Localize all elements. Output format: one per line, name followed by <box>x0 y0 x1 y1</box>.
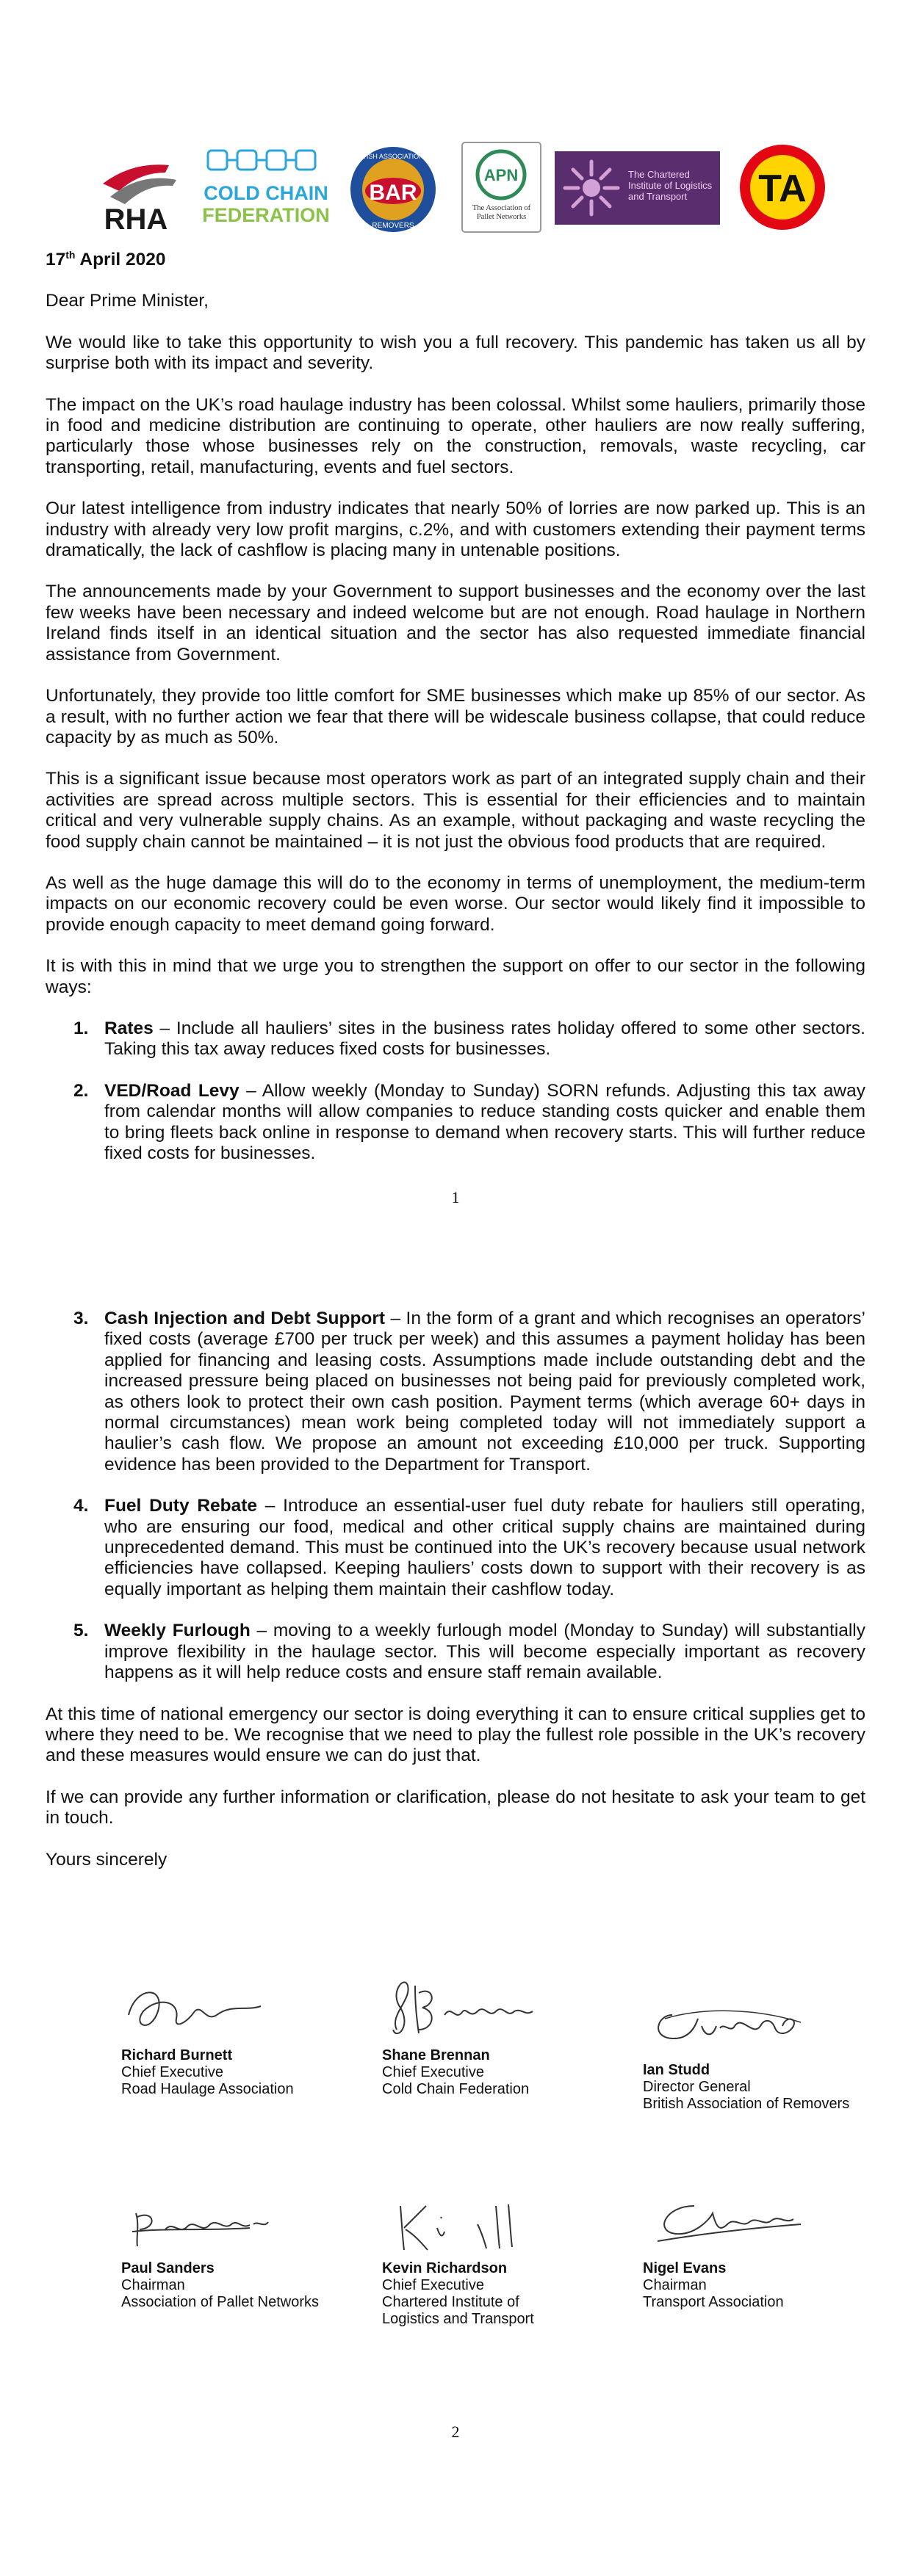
signatory-block <box>643 2184 885 2311</box>
signatory-organisation: Cold Chain Federation <box>382 2081 530 2097</box>
ask-number: 5. <box>73 1621 89 1641</box>
bar-logo <box>338 140 448 235</box>
ask-item <box>46 1621 865 1683</box>
signatory-title: Chief Executive <box>121 2064 223 2080</box>
paragraph: This is a significant issue because most operators work as part of an integrated supply chain and their activities are spread across multiple sectors. This is essential for their efficiencies and to maintain critical and very vulnerable supply chains. As an example, without packaging and waste recycling the food supply chain cannot be maintained – it is not just the obvious food products that are required. <box>46 769 865 852</box>
signatory-block <box>643 1986 885 2113</box>
paragraph: The impact on the UK’s road haulage industry has been colossal. Whilst some hauliers, primarily those in food and medicine distribution are continuing to operate, other hauliers are now really suffering, particularly those whose businesses rely on the construction, removals, waste recycling, car transporting, retail, manufacturing, events and fuel sectors. <box>46 394 865 477</box>
cilt-logo <box>555 140 720 235</box>
signatory-block <box>121 1971 364 2098</box>
signatory-organisation: British Association of Removers <box>643 2096 850 2112</box>
signatory-organisation-line2: Logistics and Transport <box>382 2311 534 2327</box>
ask-title: Rates <box>104 1018 154 1038</box>
letter-body-page-2 <box>46 1309 865 1891</box>
ask-number: 2. <box>73 1080 89 1101</box>
signatory-title: Chief Executive <box>382 2064 484 2080</box>
cilt-logo-text: The Chartered Institute of Logistics and Transport <box>628 169 713 202</box>
signature-image <box>382 2184 544 2257</box>
signatory-name: Ian Studd <box>643 2062 710 2078</box>
signatory-name: Paul Sanders <box>121 2260 215 2276</box>
date-month-year: April 2020 <box>75 250 166 269</box>
signatory-title: Chief Executive <box>382 2277 484 2293</box>
ask-text: – In the form of a grant and which recognises an operators’ fixed costs (average £700 per truck per week) and this assumes a payment holiday has been applied for financing and leasing costs. Assumptions made include outstanding debt and the increased pressure being placed on businesses not being paid for previously completed work, as others look to protect their own cash position. Payment terms (which average 60+ days in normal circumstances) mean work being completed today will not immediately support a haulier’s cash flow. We propose an amount not exceeding £10,000 per truck. Supporting evidence has been provided to the Department for Transport. <box>104 1309 865 1475</box>
sign-off: Yours sincerely <box>46 1849 168 1870</box>
signature-image <box>643 1986 812 2059</box>
logo-banner <box>81 140 860 242</box>
signature-image <box>382 1971 544 2044</box>
signatory-organisation: Association of Pallet Networks <box>121 2294 320 2310</box>
ask-number: 4. <box>73 1496 89 1516</box>
signatory-block <box>382 2184 624 2328</box>
signature-image <box>121 2184 298 2257</box>
signatory-name: Kevin Richardson <box>382 2260 508 2276</box>
paragraph: Unfortunately, they provide too little comfort for SME businesses which make up 85% of our sector. As a result, with no further action we fear that there will be widescale business collapse, that could reduce capacity by as much as 50%. <box>46 686 865 748</box>
paragraph: The announcements made by your Government to support businesses and the economy over the last few weeks have been necessary and indeed welcome but are not enough. Road haulage in Northern Ireland finds itself in an identical situation and the sector has also requested immediate financial assistance from Government. <box>46 582 865 665</box>
cold-chain-line1: COLD CHAIN <box>204 182 328 204</box>
ask-item <box>46 1019 865 1060</box>
asks-list-page-2 <box>46 1309 865 1684</box>
date-suffix: th <box>65 248 76 261</box>
bar-logo-text: BAR <box>369 181 417 205</box>
rha-logo <box>81 140 191 235</box>
signatory-organisation: Transport Association <box>643 2294 784 2310</box>
cold-chain-federation-logo <box>202 140 331 235</box>
signatory-block <box>121 2184 364 2311</box>
ask-text: – Allow weekly (Monday to Sunday) SORN refunds. Adjusting this tax away from calendar months will allow companies to reduce standing costs quicker and enable them to bring fleets back online in response to demand when recovery starts. This will further reduce fixed costs for businesses. <box>104 1080 865 1163</box>
ask-item <box>46 1081 865 1165</box>
ta-logo-text: TA <box>758 167 807 210</box>
closing-paragraph: At this time of national emergency our sector is doing everything it can to ensure critical supplies get to where they need to be. We recognise that we need to play the fullest role possible in the UK’s recovery and these measures would ensure we can do just that. <box>46 1704 865 1766</box>
salutation: Dear Prime Minister, <box>46 291 209 311</box>
signature-image <box>643 2184 812 2257</box>
ask-title: Cash Injection and Debt Support <box>104 1309 386 1328</box>
ask-number: 1. <box>73 1018 89 1038</box>
cold-chain-line2: FEDERATION <box>202 204 330 226</box>
asks-list-page-1 <box>46 1019 865 1164</box>
closing-paragraph: If we can provide any further information or clarification, please do not hesitate to ask your team to get in touch. <box>46 1787 865 1828</box>
signatory-title: Chairman <box>121 2277 185 2293</box>
apn-badge-text: APN <box>483 166 519 184</box>
signatory-name: Richard Burnett <box>121 2047 233 2063</box>
signatory-title: Director General <box>643 2079 751 2095</box>
signature-image <box>121 1971 283 2044</box>
ask-number: 3. <box>73 1309 89 1328</box>
date-day: 17 <box>46 250 66 269</box>
rha-logo-text: RHA <box>104 203 168 235</box>
letter-page-2 <box>0 1288 911 2576</box>
signatory-block <box>382 1971 624 2098</box>
signatory-organisation: Chartered Institute of <box>382 2294 519 2310</box>
paragraph: We would like to take this opportunity to wish you a full recovery. This pandemic has taken us all by surprise both with its impact and severity. <box>46 332 865 374</box>
signatory-title: Chairman <box>643 2277 707 2293</box>
apn-caption: The Association of Pallet Networks <box>472 204 531 221</box>
ask-title: VED/Road Levy <box>104 1080 240 1101</box>
page-number: 1 <box>451 1188 460 1206</box>
ask-text: – Introduce an essential-user fuel duty rebate for hauliers still operating, who are ensuring our food, medical and other critical supply chains are maintained during unprecedented demand. This must be continued into the UK’s recovery because usual network efficiencies have collapsed. Keeping hauliers’ costs down to support with their recovery is as equally important as helping them maintain their cashflow today. <box>104 1496 865 1599</box>
ask-title: Fuel Duty Rebate <box>104 1496 258 1516</box>
bar-ring-top: BRITISH ASSOCIATION OF <box>351 153 435 160</box>
signatory-name: Nigel Evans <box>643 2260 727 2276</box>
ask-title: Weekly Furlough <box>104 1621 251 1641</box>
transport-association-logo <box>735 140 830 235</box>
ask-item <box>46 1496 865 1600</box>
ask-text: – Include all hauliers’ sites in the business rates holiday offered to some other sectors. Taking this tax away reduces fixed costs for businesses. <box>104 1018 865 1060</box>
bar-ring-bottom: REMOVERS <box>372 222 414 230</box>
signatory-organisation: Road Haulage Association <box>121 2081 294 2097</box>
letter-date <box>46 250 865 270</box>
ask-text: – moving to a weekly furlough model (Monday to Sunday) will substantially improve flexibility in the haulage sector. This will become especially important as recovery happens as it will help reduce costs and ensure staff remain available. <box>104 1621 865 1683</box>
paragraph: It is with this in mind that we urge you to strengthen the support on offer to our sector in the following ways: <box>46 956 865 997</box>
letter-body-page-1 <box>46 250 865 1184</box>
ask-item <box>46 1309 865 1475</box>
signatory-name: Shane Brennan <box>382 2047 490 2063</box>
apn-logo <box>459 140 544 235</box>
page-number: 2 <box>451 2423 460 2441</box>
paragraph: Our latest intelligence from industry indicates that nearly 50% of lorries are now parked up. This is an industry with already very low profit margins, c.2%, and with customers extending their payment terms dramatically, the lack of cashflow is placing many in untenable positions. <box>46 499 865 561</box>
paragraph: As well as the huge damage this will do to the economy in terms of unemployment, the medium-term impacts on our economic recovery could be even worse. Our sector would likely find it impossible to provide enough capacity to meet demand going forward. <box>46 872 865 935</box>
